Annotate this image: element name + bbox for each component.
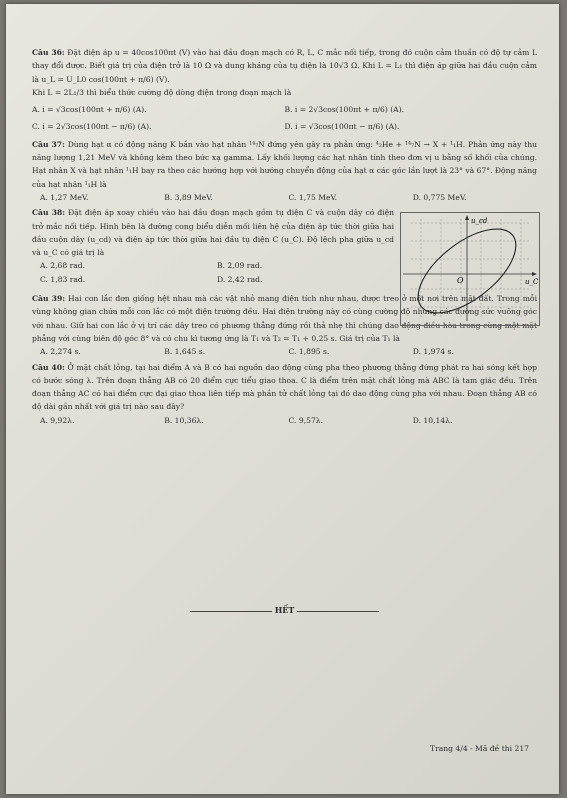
end-marker [32,604,537,617]
option-row [32,273,394,286]
question-text: Đặt điện áp u = 40cos100πt (V) vào hai đầu đoạn mạch có R, L, C mắc nối tiếp, trong đó cuộn cảm thuần có độ tự cảm L thay đổi được. Biết giá trị của điện trở là 10 Ω và dung kháng của tụ điện là 10√3 Ω. Khi L = L₁ thì điện áp giữa hai đầu cuộn cảm là u_L = U_L0 cos(100πt + π/6) (V). [32,48,538,84]
option-a: A. 9,92λ. [40,415,75,425]
option-c: C. i = 2√3cos(100πt − π/6) (A). [32,122,152,132]
question-40 [32,361,537,427]
option-b: B. 10,36λ. [164,415,204,425]
ellipse-graph-figure [400,212,540,326]
option-d: D. 0,775 MeV. [412,192,467,202]
question-37 [32,138,537,204]
option-b: B. 2,09 rad. [217,261,263,271]
origin-label: O [457,276,464,286]
option-a: A. 2,274 s. [40,347,81,357]
exam-page [6,4,559,794]
question-text: Dùng hạt α có động năng K bắn vào hạt nhân ¹⁴₇N đứng yên gây ra phản ứng: ⁴₂He + ¹⁴₇N → X + ¹₁H. Phản ứng này thu năng lượng 1,21 MeV và không kèm theo bức xạ gamma. Lấy khối lượng các hạt nhân tính theo đơn vị u bằng số khối của chúng. Hạt nhân X và hạt nhân ¹₁H bay ra theo các hướng hợp với hướng chuyển động của hạt α các góc lần lượt là 23° và 67°. Động năng của hạt nhân ¹₁H là [32,139,537,189]
option-row [32,345,537,358]
question-text-2: Khi L = 2L₁/3 thì biểu thức cường độ dòng điện trong đoạn mạch là [32,87,292,97]
option-d: D. i = √3cos(100πt − π/6) (A). [284,122,400,132]
option-row [32,120,537,133]
x-axis-arrow [532,272,537,276]
page-content [32,44,539,615]
option-row [32,259,394,272]
question-label: Câu 39: [32,294,66,304]
end-line-right [297,611,379,612]
option-b: B. 1,645 s. [164,347,206,357]
option-a: A. 2,68 rad. [40,261,86,271]
question-label: Câu 38: [32,208,66,218]
option-d: D. 10,14λ. [412,415,453,425]
page-footer: Trang 4/4 - Mã đề thi 217 [430,744,529,753]
question-text: Hai con lắc đơn giống hệt nhau mà các vật nhỏ mang điện tích như nhau, được treo ở một nơi trên mặt đất. Trong mỗi vùng không gian chứa mỗi con lắc có một điện trường đều. Hai điện trường này có cùng cường độ nhưng các đường sức vuông góc với nhau. Giữ hai con lắc ở vị trí các dây treo có phương thẳng đứng rồi thả nhẹ thì chúng dao động điều hòa trong cùng một mặt phẳng với cùng biên độ góc 8° và có chu kì tương ứng là T₁ và T₂ = T₁ + 0,25 s. Giá trị của T₁ là [32,294,538,343]
end-text: HẾT [274,605,295,615]
option-a: A. i = √3cos(100πt + π/6) (A). [32,105,147,115]
y-axis-arrow [465,215,469,220]
option-row [32,414,537,427]
option-c: C. 1,83 rad. [40,274,86,284]
option-d: D. 1,974 s. [412,347,454,357]
option-c: C. 1,895 s. [288,347,330,357]
option-c: C. 9,57λ. [288,415,324,425]
end-line-left [190,611,272,612]
option-b: B. i = 2√3cos(100πt + π/6) (A). [284,105,405,115]
question-text: Ở mặt chất lỏng, tại hai điểm A và B có hai nguồn dao động cùng pha theo phương thẳng đứng phát ra hai sóng kết hợp có bước sóng λ. Trên đoạn thẳng AB có 20 điểm cực tiểu giao thoa. C là điểm trên mặt chất lỏng mà ABC là tam giác đều. Trên đoạn thẳng AC có hai điểm cực đại giao thoa liên tiếp mà phần tử chất lỏng tại đó dao động cùng pha với nhau. Đoạn thẳng AB có độ dài gần nhất với giá trị nào sau đây? [32,362,537,412]
question-text: Đặt điện áp xoay chiều vào hai đầu đoạn mạch gồm tụ điện C và cuộn dây có điện trở mắc nối tiếp. Hình bên là đường cong biểu diễn mối liên hệ của điện áp tức thời giữa hai đầu cuộn dây (u_cd) và điện áp tức thời giữa hai đầu tụ điện C (u_C). Độ lệch pha giữa u_cd và u_C có giá trị là [32,208,394,258]
option-row [32,103,537,116]
ellipse-graph [401,213,539,325]
question-label: Câu 36: [32,48,65,57]
x-axis-label: u_C [525,278,539,287]
question-36 [32,46,537,134]
y-axis-label: u_cd [471,217,488,226]
question-38 [32,206,537,286]
option-c: C. 1,75 MeV. [288,192,338,202]
question-label: Câu 40: [32,362,65,372]
option-d: D. 2,42 rad. [217,274,263,284]
option-a: A. 1,27 MeV. [40,192,89,202]
option-row [32,191,537,204]
option-b: B. 3,89 MeV. [164,192,213,202]
question-label: Câu 37: [32,139,65,149]
